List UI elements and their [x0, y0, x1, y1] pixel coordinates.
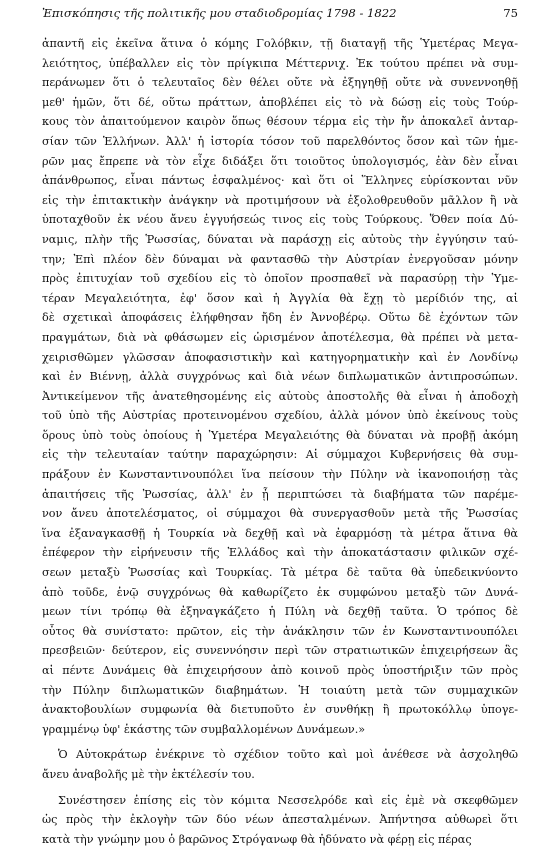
text-line: μεων τίνι τρόπῳ θὰ ἐξηναγκάζετο ἡ Πύλη νὰ δεχθῇ ταῦτα. Ὁ τρόπος δὲ	[42, 605, 518, 619]
text-line: ἐπέφερον τὴν εἰρήνευσιν τῆς Ἑλλάδος καὶ τὴν ἀποκατάστασιν φιλικῶν σχέ-	[42, 546, 518, 560]
text-line: δὲ σχετικαὶ ἀποφάσεις ἐλήφθησαν ἤδη ἐν Ἀννοβέρῳ. Οὕτω δὲ ἐχόντων τῶν	[42, 311, 518, 325]
text-line: λειότητος, ὑπέβαλλεν εἰς τὸν πρίγκιπα Μέττερνιχ. Ἐκ τούτου πρέπει νὰ συμ-	[42, 56, 518, 70]
text-line: ἄνευ ἀναβολῆς μὲ τὴν ἐκτέλεσίν του.	[42, 767, 255, 781]
text-line: χειρισθῶμεν γλῶσσαν ἀποφασιστικὴν καὶ κατηγορηματικὴν καὶ ἐν Λονδίνῳ	[42, 350, 518, 364]
text-line: σεων μεταξὺ Ῥωσσίας καὶ Τουρκίας. Τὰ μέτρα δὲ ταῦτα θὰ ὑπεδεικνύοντο	[42, 566, 518, 580]
text-line: αἱ πέντε Δυνάμεις θὰ ἐπιχειρήσουν ἀπὸ κοινοῦ πρὸς ὑποστήριξιν τῶν πρὸς	[42, 664, 518, 677]
text-line: ὡς πρὸς τὴν ἐκλογὴν τῶν δύο νέων ἀπεσταλμένων. Ἀπήντησα αὐθωρεὶ ὅτι	[42, 813, 518, 827]
running-title: Ἐπισκόπησις τῆς πολιτικῆς μου σταδιοδρομίας 1798 - 1822	[42, 6, 397, 20]
text-line: κατὰ τὴν γνώμην μου ὁ βαρῶνος Στρόγανωφ θὰ ἠδύνατο νὰ φέρῃ εἰς πέρας	[42, 832, 472, 846]
text-line: νον ἄνευ ἀποτελέσματος, οἱ σύμμαχοι θὰ συνεργασθοῦν μετὰ τῆς Ῥωσσίας	[42, 507, 518, 521]
text-line: ναμις, πλὴν τῆς Ῥωσσίας, δύναται νὰ παράσχῃ εἰς αὐτοὺς τὴν ἐγγύησιν ταύ-	[42, 232, 518, 246]
paragraph	[42, 34, 518, 739]
text-line: μεθ' ἡμῶν, ὅτι δέ, οὕτω πράττων, ἀποβλέπει εἰς τὸ νὰ δώσῃ εἰς τοὺς Τούρ-	[42, 95, 518, 109]
text-line: γραμμένῳ ὑφ' ἑκάστης τῶν συμβαλλομένων Δυνάμεων.»	[42, 722, 366, 736]
text-line: περάνωμεν ὅτι ὁ τελευταῖος δὲν θέλει οὔτε νὰ ἐξηγηθῇ οὔτε νὰ συνεννοηθῇ	[42, 76, 518, 90]
text-line: πραγμάτων, διὰ νὰ φθάσωμεν εἰς ὡρισμένον ἀποτέλεσμα, θὰ πρέπει νὰ μετα-	[42, 330, 518, 344]
paragraph	[42, 791, 518, 849]
text-line: τοῦ ὑπὸ τῆς Αὐστρίας προτεινομένου σχεδίου, ἀλλὰ μόνον ὑπὸ ἐκείνους τοὺς	[42, 409, 518, 423]
text-line: ρῶν μας ἔπρεπε νὰ τὸν εἶχε διδάξει ὅτι τοιοῦτος ὑπολογισμός, ἐὰν δὲν εἶναι	[42, 154, 518, 168]
text-line: Ἀντικείμενον τῆς ἀνατεθησομένης εἰς αὐτοὺς ἀποστολῆς θὰ εἶναι ἡ ἀποδοχὴ	[42, 389, 518, 403]
text-line: ἵνα ἐξαναγκασθῇ ἡ Τουρκία νὰ δεχθῇ καὶ νὰ ἐφαρμόσῃ τὰ μέτρα ἅτινα θὰ	[42, 526, 518, 540]
text-line: Ὁ Αὐτοκράτωρ ἐνέκρινε τὸ σχέδιον τοῦτο καὶ μοὶ ἀνέθεσε νὰ ἀσχοληθῶ	[58, 748, 518, 762]
text-line: ἀπαιτήσεις τῆς Ῥωσσίας, ἀλλ' ἐν ᾗ περιπτώσει τὰ διαβήματα τῶν παρέμε-	[42, 487, 518, 501]
text-line: τὴν Πύλην διπλωματικῶν διαβημάτων. Ἡ τοιαύτη μετὰ τῶν συμμαχικῶν	[42, 683, 518, 697]
body-text	[42, 34, 518, 849]
text-line: τέραν Μεγαλειότητα, ἐφ' ὅσον καὶ ἡ Ἀγγλία θὰ ἔχῃ τὸ μερίδιόν της, αἱ	[42, 291, 518, 305]
text-line: πρὸς ἐπιτυχίαν τοῦ σχεδίου εἰς τὸ ὁποῖον προσπαθεῖ νὰ παρασύρῃ τὴν Ὑμε-	[42, 272, 518, 286]
paragraph	[42, 745, 518, 784]
text-line: την; Ἐπὶ πλέον δὲν δύναμαι νὰ φαντασθῶ τὴν Αὐστρίαν ἐνεργοῦσαν μόνην	[42, 252, 518, 266]
running-header	[42, 4, 518, 34]
text-line: οὗτος θὰ συνίστατο: πρῶτον, εἰς τὴν ἀνάκλησιν τῶν ἐν Κωνσταντινουπόλει	[42, 624, 518, 638]
text-line: πράξουν ἐν Κωνσταντινουπόλει ἵνα πείσουν τὴν Πύλην νὰ ἱκανοποιήσῃ τὰς	[42, 468, 518, 482]
text-line: ἀπάνθρωπος, εἶναι πάντως ἐσφαλμένος· καὶ ὅτι οἱ Ἕλληνες εὑρίσκονται νῦν	[42, 174, 518, 188]
text-line: εἰς τὴν τελευταίαν ταύτην παραχώρησιν: Αἱ σύμμαχοι Κυβερνήσεις θὰ συμ-	[42, 448, 518, 462]
text-line: ὑποταχθοῦν ἐκ νέου ἄνευ ἐγγυήσεώς τινος εἰς τοὺς Τούρκους. Ὅθεν ποία Δύ-	[42, 213, 518, 227]
text-line: καὶ ἐν Βιέννῃ, ἀλλὰ συγχρόνως καὶ διὰ νέων διπλωματικῶν ἀντιπροσώπων.	[42, 370, 518, 384]
text-line: σίαν τῶν Ἑλλήνων. Ἀλλ' ἡ ἱστορία τόσον τοῦ παρελθόντος ὅσον καὶ τῶν ἡμε-	[42, 134, 518, 148]
text-line: πρεσβειῶν· δεύτερον, εἰς συνεννόησιν περὶ τῶν στρατιωτικῶν ἐπιχειρήσεων ἃς	[42, 644, 518, 658]
page-number: 75	[503, 6, 518, 20]
text-line: ὅρους ὑπὸ τοὺς ὁποίους ἡ Ὑμετέρα Μεγαλειότης θὰ δύναται νὰ προβῇ ἀκόμη	[42, 428, 518, 442]
text-line: ἀνακτοβουλίων συμφωνία θὰ διετυποῦτο ἐν συνθήκῃ ἢ πρωτοκόλλῳ ὑπογε-	[42, 703, 518, 717]
text-line: ἀπαντῆ εἰς ἐκεῖνα ἅτινα ὁ κόμης Γολόβκιν, τῇ διαταγῇ τῆς Ὑμετέρας Μεγα-	[42, 37, 518, 50]
text-line: Συνέστησεν ἐπίσης εἰς τὸν κόμιτα Νεσσελρόδε καὶ εἰς ἐμὲ νὰ σκεφθῶμεν	[58, 793, 518, 807]
text-line: κους τὸν ἀπαιτούμενον καιρὸν ὅπως θέσουν τέρμα εἰς τὴν ἤν ἀποκαλεῖ ἀνταρ-	[42, 115, 518, 129]
text-line: εἰς τὴν ἐπιτακτικὴν ἀνάγκην νὰ προτιμήσουν νὰ ἐξολοθρευθοῦν μᾶλλον ἢ νὰ	[42, 193, 518, 207]
text-line: ἀπὸ τοῦδε, ἐνῷ συγχρόνως θὰ καθωρίζετο ἐκ συμφώνου μεταξὺ τῶν Δυνά-	[42, 585, 518, 599]
